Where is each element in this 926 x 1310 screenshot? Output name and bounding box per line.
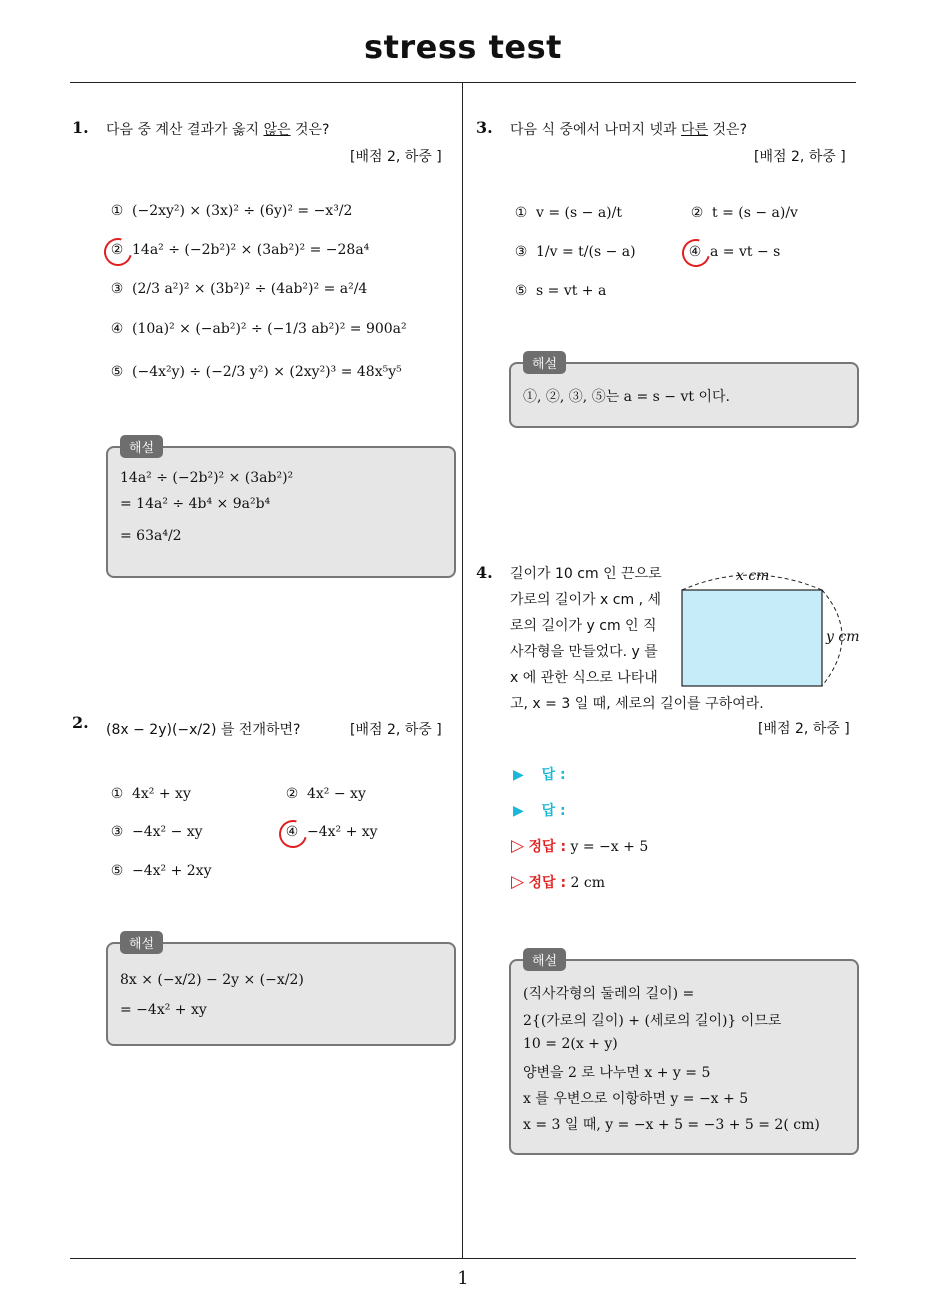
q4-solution-line-2: 2{(가로의 길이) + (세로의 길이)} 이므로 bbox=[523, 1013, 782, 1029]
q4-solution-line-5: x 를 우변으로 이항하면 y = −x + 5 bbox=[523, 1091, 749, 1107]
q2-option-1[interactable]: ① 4x² + xy bbox=[110, 786, 191, 802]
question-2-text: (8x − 2y)(−x/2) 를 전개하면? bbox=[106, 722, 301, 738]
page-title: stress test bbox=[364, 28, 562, 66]
answer-marker-icon: ▶ bbox=[513, 803, 524, 819]
q2-solution-line-2: = −4x² + xy bbox=[120, 1002, 207, 1018]
q4-solution-line-4: 양변을 2 로 나누면 x + y = 5 bbox=[523, 1065, 711, 1081]
q4-text-line-4: 사각형을 만들었다. y 를 bbox=[510, 644, 658, 660]
q2-solution-tab: 해설 bbox=[120, 931, 163, 954]
q1-option-1[interactable]: ① (−2xy²) × (3x)² ÷ (6y)² = −x³/2 bbox=[110, 203, 353, 219]
q1-correct-circle bbox=[99, 233, 137, 271]
q2-option-3[interactable]: ③ −4x² − xy bbox=[110, 824, 203, 840]
q4-text-line-2: 가로의 길이가 x cm , 세 bbox=[510, 592, 661, 608]
q3-option-3[interactable]: ③ 1/v = t/(s − a) bbox=[514, 244, 636, 260]
question-1-text: 다음 중 계산 결과가 옳지 않은 것은? bbox=[106, 122, 330, 138]
correct-marker-icon: ▷ bbox=[511, 836, 525, 856]
q3-option-2[interactable]: ② t = (s − a)/v bbox=[690, 205, 798, 221]
correct-answer-row-1: ▷ 정답 : y = −x + 5 bbox=[511, 836, 649, 856]
q3-solution-tab: 해설 bbox=[523, 351, 566, 374]
question-1-number: 1. bbox=[72, 118, 89, 137]
q3-correct-circle bbox=[677, 234, 715, 272]
question-3-number: 3. bbox=[476, 118, 493, 137]
footer-rule bbox=[70, 1258, 856, 1259]
q4-text-line-6: 고, x = 3 일 때, 세로의 길이를 구하여라. bbox=[510, 696, 764, 712]
question-1-meta: [배점 2, 하중 ] bbox=[350, 149, 442, 165]
answer-marker-icon: ▶ bbox=[513, 767, 524, 783]
q4-solution-line-1: (직사각형의 둘레의 길이) = bbox=[523, 986, 695, 1002]
question-3-meta: [배점 2, 하중 ] bbox=[754, 149, 846, 165]
q1-option-2[interactable]: ② 14a² ÷ (−2b²)² × (3ab²)² = −28a⁴ bbox=[110, 242, 370, 258]
q1-solution-line-1: 14a² ÷ (−2b²)² × (3ab²)² bbox=[120, 470, 294, 486]
question-4-meta: [배점 2, 하중 ] bbox=[758, 721, 850, 737]
q1-solution-box bbox=[106, 446, 456, 578]
q1-solution-line-3: = 63a⁴/2 bbox=[120, 528, 182, 544]
question-2-number: 2. bbox=[72, 713, 89, 732]
q2-correct-circle bbox=[274, 815, 312, 853]
q2-solution-line-1: 8x × (−x/2) − 2y × (−x/2) bbox=[120, 972, 304, 988]
column-divider bbox=[462, 83, 463, 1258]
q3-option-4[interactable]: ④ a = vt − s bbox=[688, 244, 781, 260]
q1-solution-tab: 해설 bbox=[120, 435, 163, 458]
question-4-number: 4. bbox=[476, 563, 493, 582]
q1-option-5[interactable]: ⑤ (−4x²y) ÷ (−2/3 y²) × (2xy²)³ = 48x⁵y⁵ bbox=[110, 364, 402, 380]
q3-solution-line-1: ①, ②, ③, ⑤는 a = s − vt 이다. bbox=[523, 389, 730, 405]
q4-solution-line-3: 10 = 2(x + y) bbox=[523, 1036, 618, 1052]
figure-x-label: x cm bbox=[736, 568, 770, 584]
q4-text-line-5: x 에 관한 식으로 나타내 bbox=[510, 670, 658, 686]
q1-option-4[interactable]: ④ (10a)² × (−ab²)² ÷ (−1/3 ab²)² = 900a² bbox=[110, 321, 407, 337]
q2-option-2[interactable]: ② 4x² − xy bbox=[285, 786, 366, 802]
q4-solution-line-6: x = 3 일 때, y = −x + 5 = −3 + 5 = 2( cm) bbox=[523, 1117, 820, 1133]
q2-option-5[interactable]: ⑤ −4x² + 2xy bbox=[110, 863, 212, 879]
q4-text-line-1: 길이가 10 cm 인 끈으로 bbox=[510, 566, 662, 582]
figure-y-label: y cm bbox=[826, 629, 860, 645]
q3-option-1[interactable]: ① v = (s − a)/t bbox=[514, 205, 622, 221]
page-number: 1 bbox=[457, 1268, 469, 1289]
q4-solution-box bbox=[509, 959, 859, 1155]
correct-marker-icon: ▷ bbox=[511, 872, 525, 892]
answer-row-2[interactable]: ▶ 답 : bbox=[513, 803, 566, 819]
q2-option-4[interactable]: ④ −4x² + xy bbox=[285, 824, 378, 840]
question-3-text: 다음 식 중에서 나머지 넷과 다른 것은? bbox=[510, 122, 748, 138]
q4-text-line-3: 로의 길이가 y cm 인 직 bbox=[510, 618, 657, 634]
q2-solution-box bbox=[106, 942, 456, 1046]
header-rule bbox=[70, 82, 856, 83]
answer-row-1[interactable]: ▶ 답 : bbox=[513, 767, 566, 783]
q3-option-5[interactable]: ⑤ s = vt + a bbox=[514, 283, 607, 299]
q4-solution-tab: 해설 bbox=[523, 948, 566, 971]
question-2-meta: [배점 2, 하중 ] bbox=[350, 722, 442, 738]
correct-answer-row-2: ▷ 정답 : 2 cm bbox=[511, 872, 605, 892]
q1-option-3[interactable]: ③ (2/3 a²)² × (3b²)² ÷ (4ab²)² = a²/4 bbox=[110, 281, 368, 297]
q1-solution-line-2: = 14a² ÷ 4b⁴ × 9a²b⁴ bbox=[120, 496, 271, 512]
